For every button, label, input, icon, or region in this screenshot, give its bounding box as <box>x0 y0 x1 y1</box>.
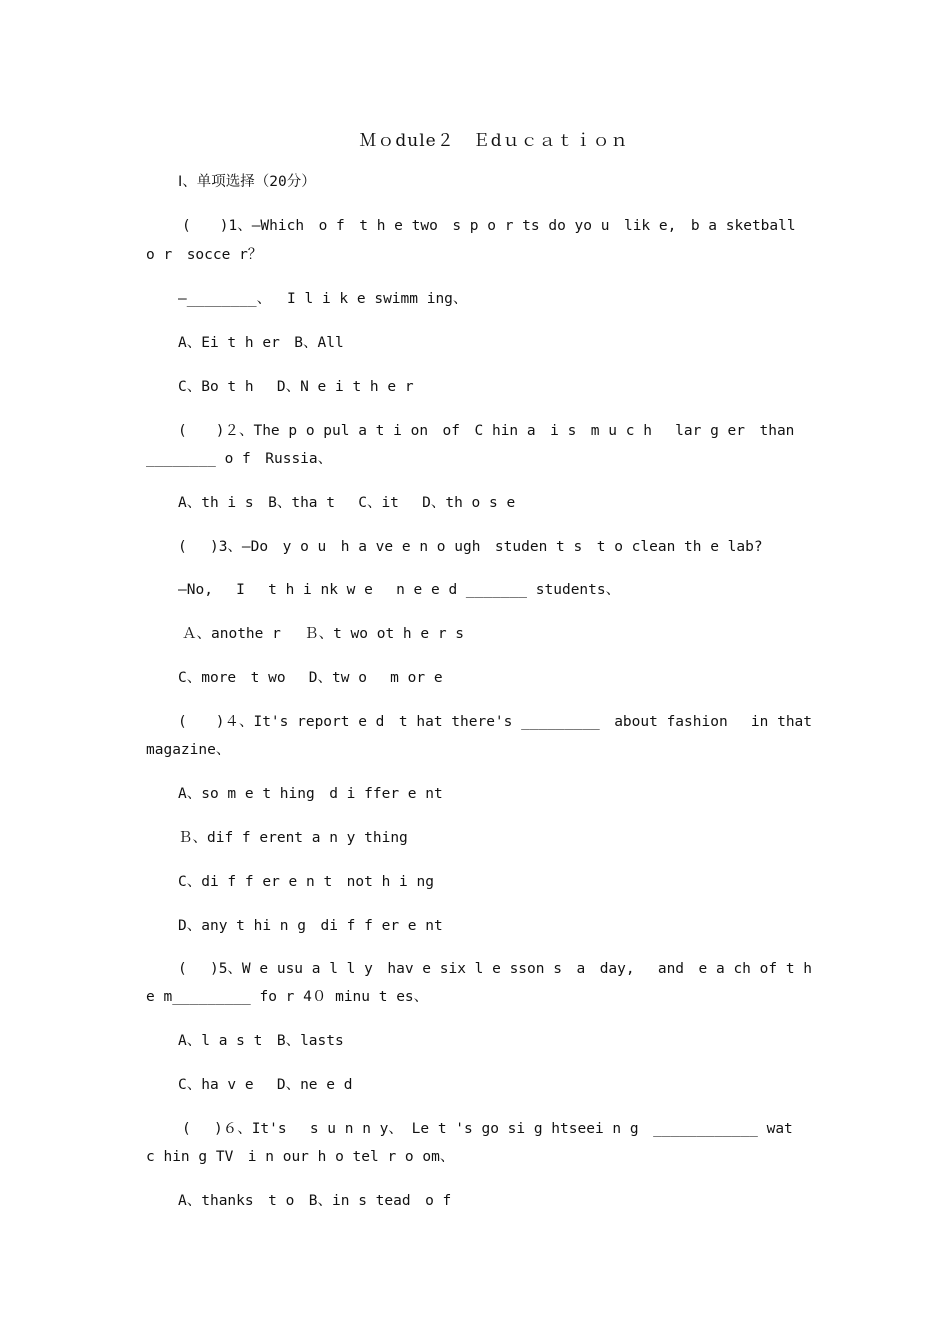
q4-stem-line1: ( )４、It's report e d t hat there's _________ about fashion in that <box>178 714 813 730</box>
q2-options-line1: A、th i s B、tha t C、it D、th o s e <box>178 495 516 511</box>
q6-options-line1: A、thanks t o B、in s tead o f <box>178 1193 452 1209</box>
q3-options-line1: Ａ、anothe r Ｂ、t wo ot h e r s <box>182 626 465 642</box>
section-heading: Ⅰ、单项选择（20分） <box>178 174 316 190</box>
q4-stem-line2: magazine、 <box>146 742 231 758</box>
q2-stem-line2: ________ o f Russia、 <box>146 451 333 467</box>
q6-stem-line1: ( )６、It's s u n n y、 Le t 's go si g htseei n g ____________ wat <box>182 1121 793 1137</box>
q4-option-b: Ｂ、dif f erent a n y thing <box>178 830 408 846</box>
q1-stem-line2: o r socce r？ <box>146 247 263 263</box>
q4-option-c: C、di f f er e n t not h i ng <box>178 874 434 890</box>
q1-options-line2: C、Bo t h D、N e i t h e r <box>178 379 414 395</box>
q4-option-a: A、so m e t hing d i ffer e nt <box>178 786 443 802</box>
q5-stem-line2: e m_________ fo r 4０ minu t es、 <box>146 989 429 1005</box>
q1-stem-line1: ( )1、—Which o f t h e two s p o r ts do yo u lik e, b a sketball <box>182 218 796 234</box>
q2-stem-line1: ( )２、The p o pul a t i on of C hin a i s m u c h lar g er than <box>178 423 795 439</box>
q3-stem-line1: ( )3、—Do y o u h a ve e n o ugh studen t s t o clean th e lab? <box>178 539 763 555</box>
q3-options-line2: C、more t wo D、tw o m or e <box>178 670 443 686</box>
q5-options-line1: A、l a s t B、lasts <box>178 1033 344 1049</box>
q5-options-line2: C、ha v e D、ne e d <box>178 1077 353 1093</box>
page-title: Ｍｏdule２ Ｅdｕｃａｔｉｏｎ <box>359 131 629 151</box>
q5-stem-line1: ( )5、W e usu a l l y hav e six l e sson s a day, and e a ch of t h <box>178 961 813 977</box>
q1-options-line1: A、Ei t h er B、All <box>178 335 344 351</box>
q3-answer-line: —No, I t h i nk w e n e e d _______ students、 <box>178 582 621 598</box>
q1-answer-line: —________、 I l i k e swimm ing、 <box>178 291 468 307</box>
q4-option-d: D、any t hi n g di f f er e nt <box>178 918 443 934</box>
q6-stem-line2: c hin g TV i n our h o tel r o om、 <box>146 1149 455 1165</box>
